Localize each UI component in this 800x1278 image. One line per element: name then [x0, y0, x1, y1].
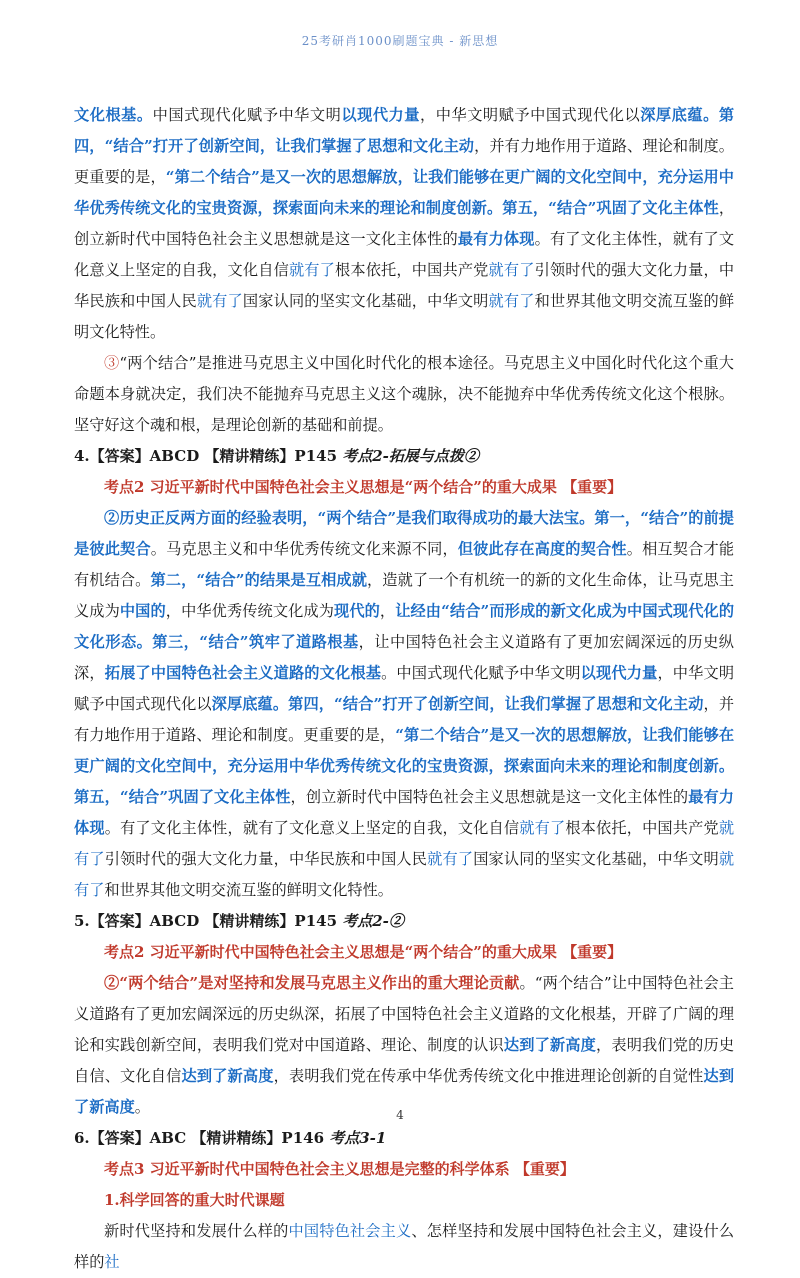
paragraph-q5-explanation	[74, 968, 734, 1123]
text-span: ，让中国特色社会主义道路有了更加宏阔深远的历史纵深，	[74, 633, 734, 682]
text-span: ，创立新时代中国特色社会主义思想就是这一文化主体性的	[74, 199, 734, 248]
text-span: 最有力体现	[74, 788, 734, 837]
text-span: 中国式现代化赋予中华文明	[152, 106, 342, 124]
text-span: 和世界其他文明交流互鉴的鲜明文化特性。	[74, 292, 735, 341]
sub-heading: 1.科学回答的重大时代课题	[104, 1191, 285, 1209]
text-span: “第二个结合”是又一次的思想解放，让我们能够在更广阔的文化空间中，充分运用中华优秀传统文化的宝贵资源，探索面向未来的理论和制度创新。第五，“结合”巩固了文化主体性	[74, 168, 734, 217]
text-span: 但彼此存在高度的契合性	[457, 540, 627, 558]
text-span: 深厚底蕴	[640, 106, 704, 124]
answer-ref: 考点2-②	[342, 912, 404, 930]
text-span: 。	[134, 1098, 150, 1116]
text-span: 和世界其他文明交流互鉴的鲜明文化特性。	[104, 881, 393, 899]
text-span: 第二，“结合”的结果是互相成就	[150, 571, 368, 589]
text-span: 以现代力量	[580, 664, 658, 682]
answer-line-5	[74, 906, 734, 937]
text-span: ，创立新时代中国特色社会主义思想就是这一文化主体性的	[290, 788, 689, 806]
text-span: ，中华文明赋予中国式现代化以	[74, 664, 735, 713]
text-span: 社	[104, 1253, 120, 1271]
text-span: 就有了	[488, 292, 535, 310]
circled-number: ③	[104, 354, 120, 372]
text-span: 就有了	[488, 261, 535, 279]
text-span: 现代的	[334, 602, 380, 620]
text-span: 就有了	[427, 850, 474, 868]
answer-ref: 考点3-1	[329, 1129, 387, 1147]
text-span: ，	[379, 602, 396, 620]
text-span: ②历史正反两方面的经验表明，“两个结合”是我们取得成功的最大法宝。第一，“结合”的前提是彼此契合	[74, 509, 734, 558]
text-span: 以现代力量	[341, 106, 421, 124]
text-span: “第二个结合”是又一次的思想解放，让我们能够在更广阔的文化空间中，充分运用中华优秀传统文化的宝贵资源，探索面向未来的理论和制度创新。第五，“结合”巩固了文化主体性	[74, 726, 735, 806]
text-span: 。相互契合才能有机结合。	[74, 540, 735, 589]
text-span: 根本依托，中国共产党	[335, 261, 489, 279]
answer-ref: 考点2-拓展与点拨②	[342, 447, 479, 465]
text-span: 中国特色社会主义	[288, 1222, 412, 1240]
answer-line-4	[74, 441, 734, 472]
page-header: 25考研肖1000刷题宝典 - 新思想	[301, 34, 499, 48]
paragraph-continued	[74, 100, 734, 348]
answer-label: 5.【答案】ABCD 【精讲精练】P145	[74, 912, 343, 930]
text-span: ，表明我们党在传承中华优秀传统文化中推进理论创新的自觉性	[273, 1067, 704, 1085]
text-span: 让经由“结合”而形成的新文化成为中国式现代化的文化形态。第三，“结合”筑牢了道路根基	[74, 602, 735, 651]
text-span: 国家认同的坚实文化基础，中华文明	[242, 292, 489, 310]
text-span: 。第四，“结合”打开了创新空间，让我们掌握了思想和文化主动	[74, 106, 735, 155]
text-span: 。马克思主义和中华优秀传统文化来源不同，	[150, 540, 458, 558]
paragraph-q6-explanation	[74, 1216, 734, 1278]
text-span: 。中国式现代化赋予中华文明	[381, 664, 581, 682]
text-span: 达到了新高度	[181, 1067, 274, 1085]
text-span: 文化根基。	[74, 106, 153, 124]
kaodian-heading: 考点2 习近平新时代中国特色社会主义思想是“两个结合”的重大成果 【重要】	[104, 478, 623, 496]
kaodian-heading: 考点3 习近平新时代中国特色社会主义思想是完整的科学体系 【重要】	[104, 1160, 575, 1178]
answer-label: 6.【答案】ABC 【精讲精练】P146	[74, 1129, 330, 1147]
paragraph-q4-explanation	[74, 503, 734, 906]
answer-line-6	[74, 1123, 734, 1154]
text-span: 达到了新高度	[74, 1067, 735, 1116]
text-span: 就有了	[74, 850, 735, 899]
text-span: ，表明我们党的历史自信、文化自信	[74, 1036, 735, 1085]
text-span: 中国的	[119, 602, 166, 620]
text-span: 国家认同的坚实文化基础，中华文明	[473, 850, 719, 868]
text-span: 根本依托，中国共产党	[565, 819, 719, 837]
text-span: 就有了	[74, 819, 735, 868]
text-span: 达到了新高度	[503, 1036, 596, 1054]
answer-label: 4.【答案】ABCD 【精讲精练】P145	[74, 447, 343, 465]
text-span: 、怎样坚持和发展中国特色社会主义，建设什么样的	[74, 1222, 735, 1271]
text-span: 拓展了中国特色社会主义道路的文化根基	[104, 664, 382, 682]
text-span: 。有了文化主体性，就有了文化意义上坚定的自我，文化自信	[104, 819, 520, 837]
text-span: ，并有力地作用于道路、理论和制度。更重要的是，	[74, 695, 735, 744]
text-span: 就有了	[288, 261, 335, 279]
text-span: 新时代坚持和发展什么样的	[104, 1222, 289, 1240]
text-span: 。有了文化主体性，就有了文化意义上坚定的自我，文化自信	[74, 230, 735, 279]
text-span: ，并有力地作用于道路、理论和制度。更重要的是，	[74, 137, 734, 186]
text-span: 引领时代的强大文化力量，中华民族和中国人民	[104, 850, 428, 868]
text-span: 。“两个结合”让中国特色社会主义道路有了更加宏阔深远的历史纵深，拓展了中国特色社会主义道路的文化根基，开辟了广阔的理论和实践创新空间，表明我们党对中国道路、理论、制度的认识	[74, 974, 734, 1054]
text-span: 就有了	[196, 292, 243, 310]
page-number: 4	[396, 1108, 404, 1122]
text-span: 。第四，“结合”打开了创新空间，让我们掌握了思想和文化主动	[272, 695, 704, 713]
text-span: ，造就了一个有机统一的新的文化生命体，让马克思主义成为	[74, 571, 734, 620]
text-span: ，中华文明赋予中国式现代化以	[420, 106, 641, 124]
text-span: 引领时代的强大文化力量，中华民族和中国人民	[74, 261, 735, 310]
document-body	[74, 100, 734, 1278]
text-span: ②“两个结合”是对坚持和发展马克思主义作出的重大理论贡献	[104, 974, 520, 992]
paragraph-point-3	[74, 348, 734, 441]
kaodian-heading: 考点2 习近平新时代中国特色社会主义思想是“两个结合”的重大成果 【重要】	[104, 943, 623, 961]
text-span: 深厚底蕴	[211, 695, 273, 713]
text-span: ，中华优秀传统文化成为	[165, 602, 335, 620]
text-span: 最有力体现	[457, 230, 535, 248]
text-span: 就有了	[519, 819, 566, 837]
text-span: “两个结合”是推进马克思主义中国化时代化的根本途径。马克思主义中国化时代化这个重大命题本身就决定，我们决不能抛弃马克思主义这个魂脉，决不能抛弃中华优秀传统文化这个根脉。坚守好这个魂和根，是理论创新的基础和前提。	[74, 354, 734, 434]
